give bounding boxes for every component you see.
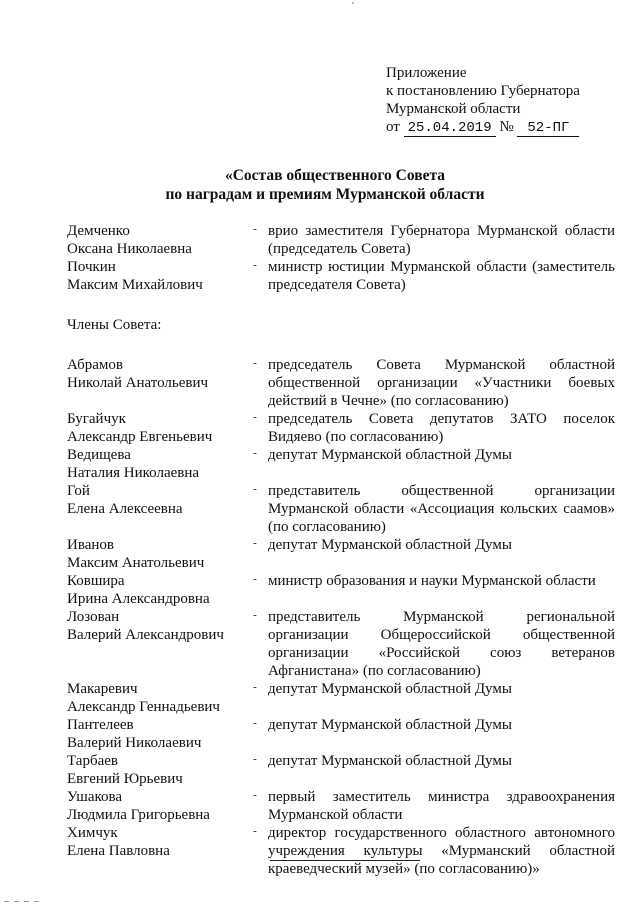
person-name (67, 752, 242, 788)
position-description: министр юстиции Мурманской области (заместитель председателя Совета) (268, 259, 615, 293)
leadership-list (67, 222, 615, 294)
person-name (67, 536, 242, 572)
given-names: Оксана Николаевна (67, 241, 192, 257)
given-names: Валерий Александрович (67, 627, 224, 643)
dash-separator: - (253, 223, 257, 235)
decree-date: 25.04.2019 (404, 120, 496, 137)
position-description: депутат Мурманской областной Думы (268, 447, 512, 463)
roster-entry (67, 572, 615, 608)
surname: Почкин (67, 259, 116, 275)
roster-entry (67, 356, 615, 410)
position-description: представитель общественной организации Мурманской области «Ассоциация кольских саамов» (по согласованию) (268, 483, 615, 535)
given-names: Валерий Николаевич (67, 735, 202, 751)
position-description: министр образования и науки Мурманской области (268, 573, 596, 589)
surname: Абрамов (67, 357, 123, 373)
surname: Химчук (67, 825, 118, 841)
given-names: Николай Анатольевич (67, 375, 209, 391)
person-name (67, 222, 242, 258)
given-names: Елена Алексеевна (67, 501, 183, 517)
person-name (67, 788, 242, 824)
roster-entry (67, 608, 615, 680)
roster-entry (67, 680, 615, 716)
surname: Гой (67, 483, 90, 499)
given-names: Максим Анатольевич (67, 555, 205, 571)
surname: Ведищева (67, 447, 131, 463)
roster-entry (67, 446, 615, 482)
position-description: первый заместитель министра здравоохранения Мурманской области (268, 789, 615, 823)
dash-separator: - (253, 483, 257, 495)
person-name (67, 824, 242, 878)
dash-separator: - (253, 789, 257, 801)
surname: Ковшира (67, 573, 125, 589)
person-name (67, 608, 242, 680)
surname: Бугайчук (67, 411, 126, 427)
given-names: Людмила Григорьевна (67, 807, 210, 823)
appendix-label: Приложение (386, 65, 467, 81)
title-line-1: «Состав общественного Совета (224, 167, 446, 184)
surname: Ушакова (67, 789, 123, 805)
dash-separator: - (253, 609, 257, 621)
members-list (67, 356, 615, 878)
roster-entry (67, 410, 615, 446)
person-name (67, 258, 242, 294)
given-names: Евгений Юрьевич (67, 771, 183, 787)
dash-separator: - (253, 259, 257, 271)
members-heading: Члены Совета: (67, 317, 162, 333)
dash-separator: - (253, 681, 257, 693)
closing-rule (270, 860, 420, 861)
roster-entry (67, 788, 615, 824)
given-names: Ирина Александровна (67, 591, 210, 607)
person-name (67, 410, 242, 446)
dash-separator: - (253, 753, 257, 765)
person-name (67, 482, 242, 536)
person-name (67, 572, 242, 608)
surname: Тарбаев (67, 753, 118, 769)
dash-separator: - (253, 447, 257, 459)
position-description: депутат Мурманской областной Думы (268, 537, 512, 553)
person-name (67, 716, 242, 752)
roster-entry (67, 824, 615, 878)
surname: Пантелеев (67, 717, 134, 733)
position-description: депутат Мурманской областной Думы (268, 717, 512, 733)
person-name (67, 356, 242, 410)
given-names: Александр Евгеньевич (67, 429, 213, 445)
date-prefix: от (386, 119, 400, 135)
given-names: Елена Павловна (67, 843, 170, 859)
appendix-block (386, 64, 580, 137)
person-name (67, 446, 242, 482)
roster-entry (67, 258, 615, 294)
position-description: директор государственного областного автономного учреждения культуры «Мурманский областной краеведческий музей» (по согласованию)» (268, 825, 615, 877)
appendix-region-line: Мурманской области (386, 101, 521, 117)
position-description: представитель Мурманской региональной организации Общероссийской общественной организации «Российской союз ветеранов Афганистана» (по согласованию) (268, 609, 615, 679)
dash-separator: - (253, 717, 257, 729)
position-description: председатель Совета Мурманской областной общественной организации «Участники боевых действий в Чечне» (по согласованию) (268, 357, 615, 409)
appendix-date-line (386, 118, 580, 137)
position-description: депутат Мурманской областной Думы (268, 681, 512, 697)
dash-separator: - (253, 357, 257, 369)
surname: Демченко (67, 223, 130, 239)
surname: Макаревич (67, 681, 138, 697)
surname: Лозован (67, 609, 120, 625)
given-names: Максим Михайлович (67, 277, 203, 293)
roster-entry (67, 752, 615, 788)
roster-entry (67, 536, 615, 572)
given-names: Наталия Николаевна (67, 465, 200, 481)
scan-speck (352, 2, 354, 4)
appendix-decree-line: к постановлению Губернатора (386, 83, 580, 99)
council-roster (67, 222, 615, 878)
scan-edge-marks (0, 898, 60, 905)
person-name (67, 680, 242, 716)
decree-number: 52-ПГ (517, 120, 579, 137)
number-sign: № (499, 119, 514, 135)
roster-entry (67, 716, 615, 752)
document-title (0, 166, 640, 204)
dash-separator: - (253, 411, 257, 423)
given-names: Александр Геннадьевич (67, 699, 220, 715)
title-line-2: по наградам и премиям Мурманской области (165, 186, 485, 203)
roster-entry (67, 222, 615, 258)
position-description: врио заместителя Губернатора Мурманской области (председатель Совета) (268, 223, 615, 257)
dash-separator: - (253, 537, 257, 549)
dash-separator: - (253, 825, 257, 837)
roster-entry (67, 482, 615, 536)
position-description: председатель Совета депутатов ЗАТО поселок Видяево (по согласованию) (268, 411, 615, 445)
position-description: депутат Мурманской областной Думы (268, 753, 512, 769)
surname: Иванов (67, 537, 114, 553)
dash-separator: - (253, 573, 257, 585)
